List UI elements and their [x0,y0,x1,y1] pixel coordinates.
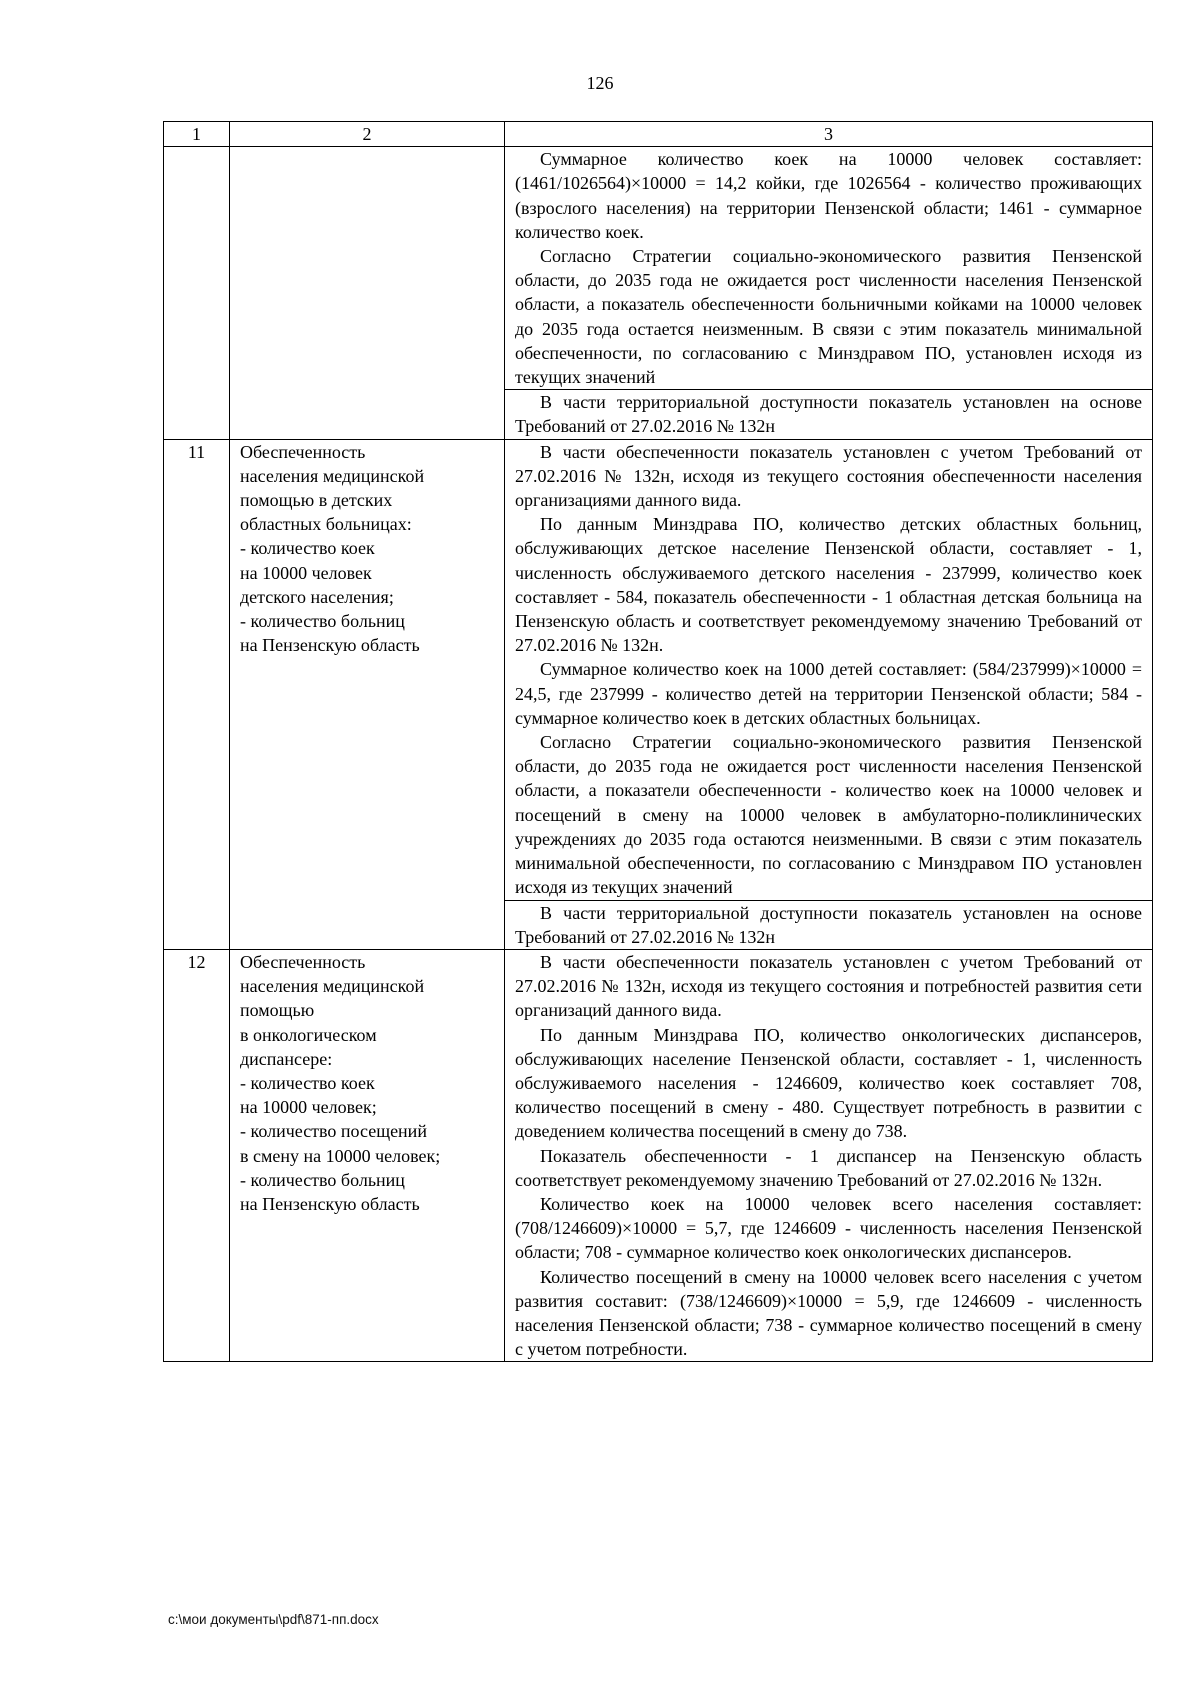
description-line: - количество больниц [240,611,405,632]
row-text-cell [505,439,1153,900]
paragraph: Согласно Стратегии социально-экономического развития Пензенской области, до 2035 года не ожидается рост численности населения Пензенской области, а показатель обеспеченности больничными койками на 10000 человек до 2035 года остается неизменным. В связи с этим показатель минимальной обеспеченности, по согласованию с Минздравом ПО, установлен исходя из текущих значений [515,246,1142,388]
row-description [230,439,505,949]
description-line: детского населения; [240,586,394,607]
description-line: на Пензенскую область [240,1193,420,1214]
description-line: помощью в детских [240,490,393,511]
row-description [230,949,505,1361]
description-line: областных больницах: [240,514,412,535]
row-number: 11 [164,439,230,949]
description-line: в смену на 10000 человек; [240,1145,441,1166]
header-col-2: 2 [230,122,505,147]
paragraph: В части обеспеченности показатель установлен с учетом Требований от 27.02.2016 № 132н, исходя из текущего состояния и потребностей развития сети организаций данного вида. [515,951,1142,1021]
description-line: - количество посещений [240,1121,427,1142]
paragraph: В части территориальной доступности показатель установлен на основе Требований от 27.02.2016 № 132н [515,392,1142,437]
paragraph: Суммарное количество коек на 1000 детей составляет: (584/237999)×10000 = 24,5, где 237999 - количество детей на территории Пензенской области; 584 - суммарное количество коек в детских областных больницах. [515,659,1142,728]
paragraph: Показатель обеспеченности - 1 диспансер на Пензенскую область соответствует рекомендуемому значению Требований от 27.02.2016 № 132н. [515,1145,1142,1190]
description-line: населения медицинской [240,976,425,997]
description-line: Обеспеченность [240,951,366,972]
description-line: диспансере: [240,1048,333,1069]
continuation-text-cell [505,390,1153,439]
description-line: Обеспеченность [240,441,366,462]
table-header-row [164,122,1153,147]
justification-table [163,121,1153,1362]
paragraph: Согласно Стратегии социально-экономического развития Пензенской области, до 2035 года не ожидается рост численности населения Пензенской области, а показатели обеспеченности - количество коек на 10000 человек и посещений в смену на 10000 человек в амбулаторно-поликлинических учреждениях до 2035 года остаются неизменными. В связи с этим показатель минимальной обеспеченности, по согласованию с Минздравом ПО установлен исходя из текущих значений [515,732,1142,898]
continuation-description-cell [230,147,505,439]
header-col-3: 3 [505,122,1153,147]
description-line: помощью [240,1000,315,1021]
paragraph: Количество посещений в смену на 10000 человек всего населения с учетом развития составит: (738/1246609)×10000 = 5,9, где 1246609 - численность населения Пензенской области; 738 - суммарное количество посещений в смену с учетом потребности. [515,1266,1142,1360]
page-number: 126 [586,73,614,93]
description-line: на Пензенскую область [240,635,420,656]
paragraph: В части территориальной доступности показатель установлен на основе Требований от 27.02.2016 № 132н [515,902,1142,947]
row-text-cell [505,949,1153,1361]
description-line: на 10000 человек [240,562,372,583]
paragraph: Суммарное количество коек на 10000 человек составляет: (1461/1026564)×10000 = 14,2 койки, где 1026564 - количество проживающих (взрослого населения) на территории Пензенской области; 1461 - суммарное количество коек. [515,149,1142,242]
header-col-1: 1 [164,122,230,147]
continuation-text-cell [505,147,1153,390]
file-path-footer: c:\мои документы\pdf\871-пп.docx [168,1612,379,1627]
paragraph: В части обеспеченности показатель установлен с учетом Требований от 27.02.2016 № 132н, исходя из текущего состояния обеспеченности населения организациями данного вида. [515,441,1142,511]
continuation-row [164,147,1153,390]
row-number: 12 [164,949,230,1361]
description-line: населения медицинской [240,465,425,486]
description-line: - количество коек [240,538,375,559]
table-row-11 [164,439,1153,900]
row-text-cell [505,900,1153,949]
paragraph: Количество коек на 10000 человек всего населения составляет: (708/1246609)×10000 = 5,7, где 1246609 - численность населения Пензенской области; 708 - суммарное количество коек онкологических диспансеров. [515,1193,1142,1263]
description-line: - количество коек [240,1072,375,1093]
description-line: в онкологическом [240,1024,377,1045]
table-row-12 [164,949,1153,1361]
paragraph: По данным Минздрава ПО, количество детских областных больниц, обслуживающих детское население Пензенской области, составляет - 1, численность обслуживаемого детского населения - 237999, количество коек составляет - 584, показатель обеспеченности - 1 областная детская больница на Пензенскую область и соответствует рекомендуемому значению Требований от 27.02.2016 № 132н. [515,514,1142,656]
paragraph: По данным Минздрава ПО, количество онкологических диспансеров, обслуживающих население Пензенской области, составляет - 1, численность обслуживаемого населения - 1246609, количество коек составляет 708, количество посещений в смену - 480. Существует потребность в развитии с доведением количества посещений в смену до 738. [515,1024,1142,1142]
description-line: на 10000 человек; [240,1097,377,1118]
continuation-number-cell [164,147,230,439]
description-line: - количество больниц [240,1169,405,1190]
